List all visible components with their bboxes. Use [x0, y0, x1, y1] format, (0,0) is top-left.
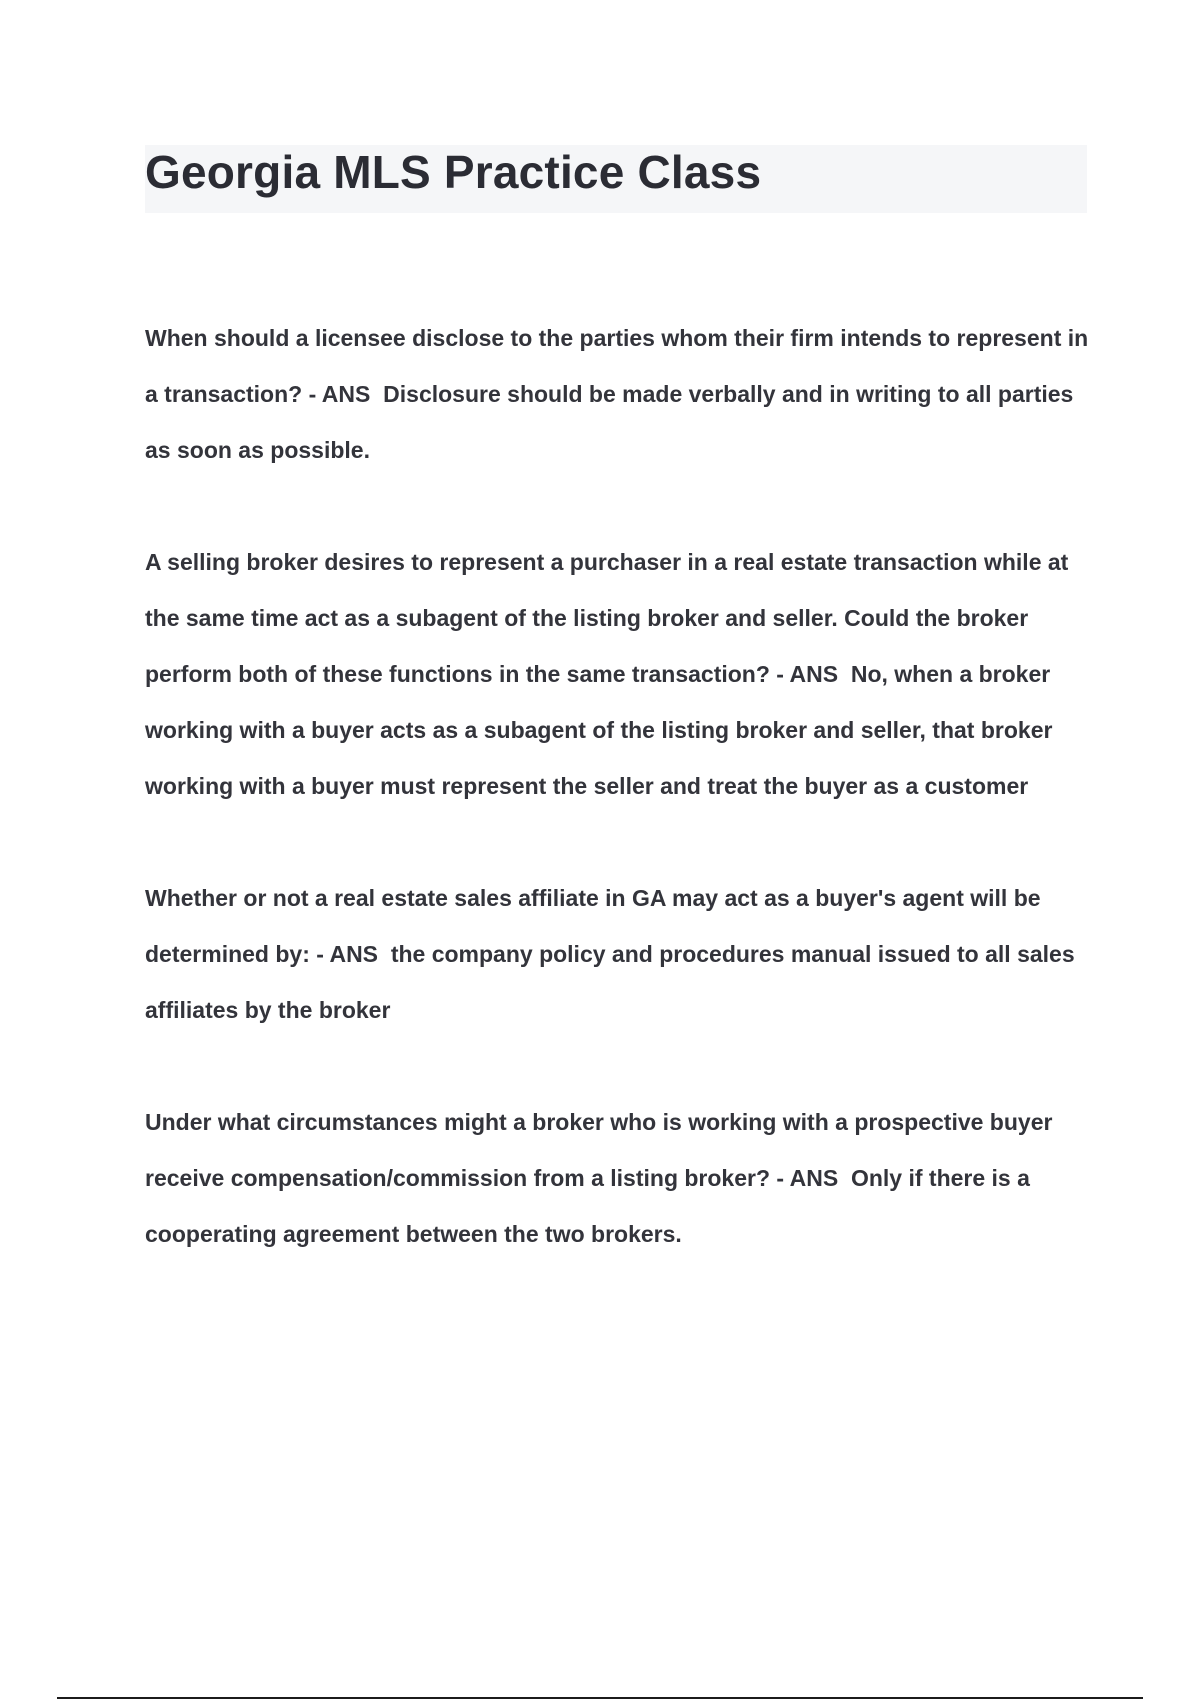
qa-list — [145, 310, 1095, 1318]
answer-text: Disclosure should be made verbally and in writing to all parties as soon as possible. — [145, 381, 1074, 463]
question-text: A selling broker desires to represent a purchaser in a real estate transaction while at the same time act as a subagent of the listing broker and seller. Could the broker perform both of these functions in the same transaction? — [145, 549, 1069, 687]
answer-separator: - ANS — [770, 1165, 851, 1191]
qa-item — [145, 310, 1095, 478]
answer-text: No, when a broker working with a buyer acts as a subagent of the listing broker and seller, that broker working with a buyer must represent the seller and treat the buyer as a customer — [145, 661, 1053, 799]
footer-divider — [57, 1697, 1143, 1699]
qa-item — [145, 534, 1095, 814]
qa-item — [145, 1094, 1095, 1262]
qa-item — [145, 870, 1095, 1038]
answer-separator: - ANS — [309, 941, 391, 967]
question-text: When should a licensee disclose to the parties whom their firm intends to represent in a transaction? — [145, 325, 1089, 407]
answer-text: Only if there is a cooperating agreement between the two brokers. — [145, 1165, 1030, 1247]
answer-text: the company policy and procedures manual issued to all sales affiliates by the broker — [145, 941, 1075, 1023]
question-text: Whether or not a real estate sales affiliate in GA may act as a buyer's agent will be determined by: — [145, 885, 1041, 967]
page-title: Georgia MLS Practice Class — [145, 146, 762, 198]
question-text: Under what circumstances might a broker who is working with a prospective buyer receive compensation/commission from a listing broker? — [145, 1109, 1053, 1191]
answer-separator: - ANS — [769, 661, 851, 687]
answer-separator: - ANS — [302, 381, 384, 407]
